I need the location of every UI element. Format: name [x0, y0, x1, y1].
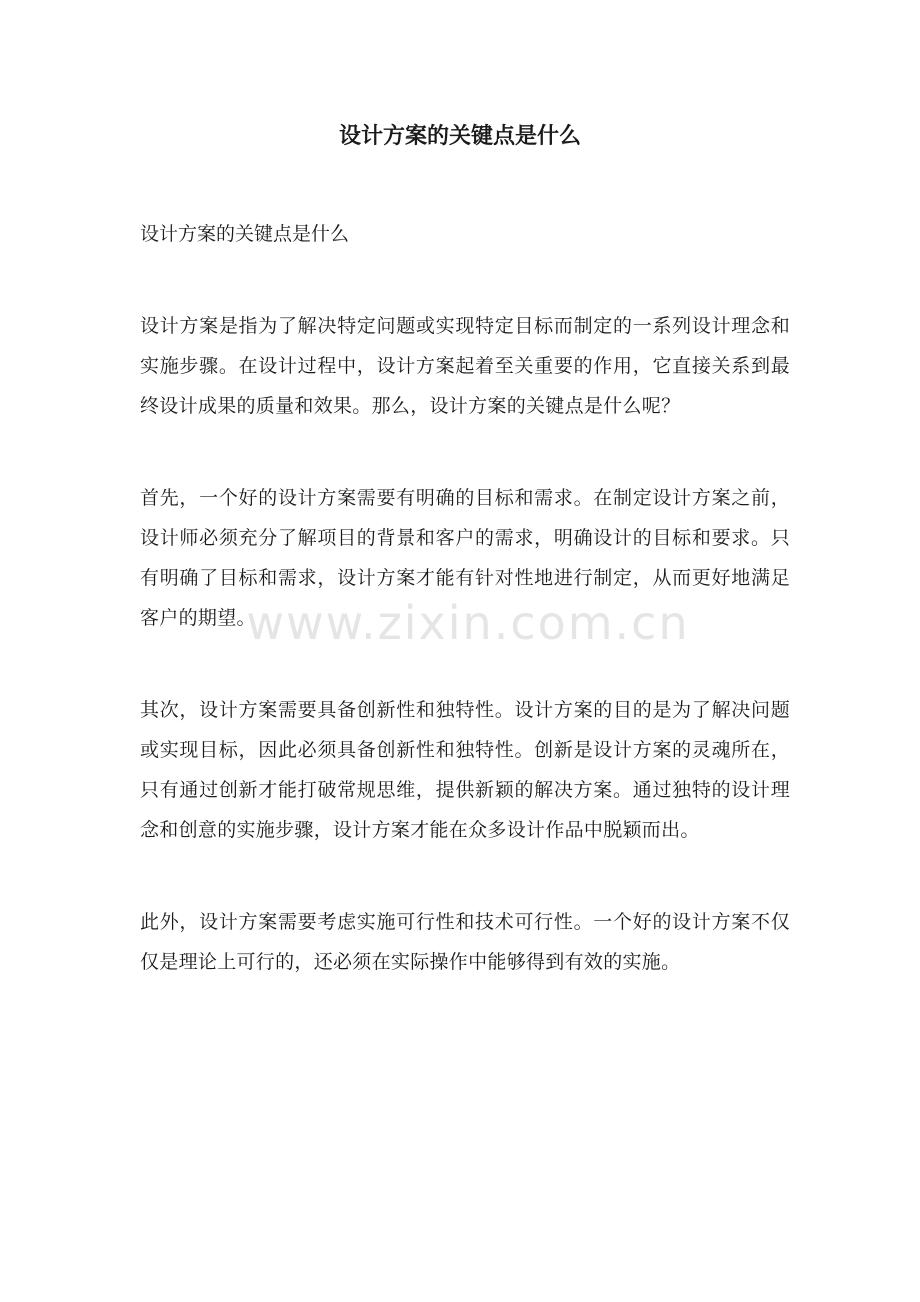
- paragraph-feasibility: 此外，设计方案需要考虑实施可行性和技术可行性。一个好的设计方案不仅仅是理论上可行的，还必须在实际操作中能够得到有效的实施。: [140, 911, 790, 973]
- paragraph-goals: 首先，一个好的设计方案需要有明确的目标和需求。在制定设计方案之前，设计师必须充分了解项目的背景和客户的需求，明确设计的目标和要求。只有明确了目标和需求，设计方案才能有针对性地进行制定，从而更好地满足客户的期望。: [140, 487, 790, 629]
- paragraph-intro: 设计方案是指为了解决特定问题或实现特定目标而制定的一系列设计理念和实施步骤。在设计过程中，设计方案起着至关重要的作用，它直接关系到最终设计成果的质量和效果。那么，设计方案的关键点是什么呢？: [140, 315, 790, 417]
- document-title: 设计方案的关键点是什么: [338, 123, 581, 149]
- document-body: [140, 214, 790, 1034]
- paragraph-innovation: 其次，设计方案需要具备创新性和独特性。设计方案的目的是为了解决问题或实现目标，因此必须具备创新性和独特性。创新是设计方案的灵魂所在，只有通过创新才能打破常规思维，提供新颖的解决方案。通过独特的设计理念和创意的实施步骤，设计方案才能在众多设计作品中脱颖而出。: [140, 699, 790, 841]
- watermark: www.zixin.com.cn: [246, 596, 690, 650]
- document-subtitle: 设计方案的关键点是什么: [140, 223, 350, 245]
